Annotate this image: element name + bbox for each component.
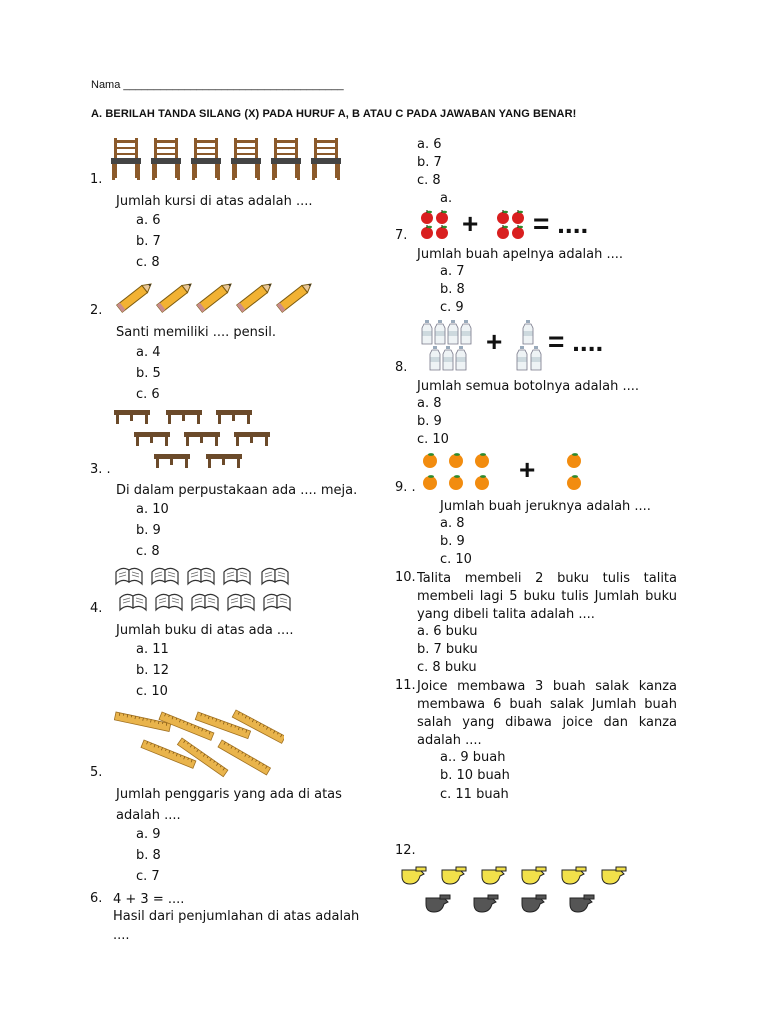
orange-icons-left <box>420 452 500 492</box>
q6-text-line1: Hasil dari penjumlahan di atas adalah <box>113 909 360 924</box>
q8-text: Jumlah semua botolnya adalah .... <box>417 379 640 394</box>
q7-text: Jumlah buah apelnya adalah .... <box>417 247 624 262</box>
q11-text: Joice membawa 3 buah salak kanza membawa 6 buah salak Jumlah buah salah yang dibawa joice dan kanza adalah .... <box>417 679 677 748</box>
q7-equals: = .... <box>533 208 589 239</box>
q5-option-a[interactable]: a. 9 <box>136 827 161 842</box>
q7-option-c[interactable]: c. 9 <box>440 300 464 315</box>
q3-option-b[interactable]: b. 9 <box>136 523 161 538</box>
q6-option-extra[interactable]: a. <box>440 191 453 206</box>
q11-number: 11. <box>395 678 416 693</box>
q8-option-b[interactable]: b. 9 <box>417 414 442 429</box>
q6-text-line2: .... <box>113 928 130 943</box>
q5-text-line2: adalah .... <box>116 808 181 823</box>
q1-option-c[interactable]: c. 8 <box>136 255 160 270</box>
instruction-heading: A. BERILAH TANDA SILANG (X) PADA HURUF A, B ATAU C PADA JAWABAN YANG BENAR! <box>91 108 577 120</box>
q9-number: 9. . <box>395 480 416 495</box>
q6-number: 6. <box>90 891 103 906</box>
q2-option-a[interactable]: a. 4 <box>136 345 161 360</box>
q9-option-c[interactable]: c. 10 <box>440 552 472 567</box>
plus-icon: + <box>462 208 479 239</box>
q6-option-c[interactable]: c. 8 <box>417 173 441 188</box>
q8-number: 8. <box>395 360 408 375</box>
q11-option-a[interactable]: a.. 9 buah <box>440 750 506 765</box>
plus-icon: + <box>486 326 503 357</box>
pencil-icons <box>114 278 324 318</box>
q3-number: 3. . <box>90 462 111 477</box>
q4-option-a[interactable]: a. 11 <box>136 642 169 657</box>
q9-text: Jumlah buah jeruknya adalah .... <box>440 499 651 514</box>
q2-number: 2. <box>90 303 103 318</box>
q10-option-b[interactable]: b. 7 buku <box>417 642 478 657</box>
q7-number: 7. <box>395 228 408 243</box>
q2-option-b[interactable]: b. 5 <box>136 366 161 381</box>
q8-option-c[interactable]: c. 10 <box>417 432 449 447</box>
q2-option-c[interactable]: c. 6 <box>136 387 160 402</box>
q12-number: 12. <box>395 843 416 858</box>
q10-option-c[interactable]: c. 8 buku <box>417 660 477 675</box>
q8-equals: = .... <box>548 326 604 357</box>
q4-option-c[interactable]: c. 10 <box>136 684 168 699</box>
table-icons <box>112 410 282 478</box>
q3-option-c[interactable]: c. 8 <box>136 544 160 559</box>
q9-option-b[interactable]: b. 9 <box>440 534 465 549</box>
q5-number: 5. <box>90 765 103 780</box>
q6-expression: 4 + 3 = .... <box>113 892 185 907</box>
apple-icons-right <box>496 210 528 240</box>
q6-option-a[interactable]: a. 6 <box>417 137 442 152</box>
q11-option-c[interactable]: c. 11 buah <box>440 787 509 802</box>
q1-option-b[interactable]: b. 7 <box>136 234 161 249</box>
q5-option-b[interactable]: b. 8 <box>136 848 161 863</box>
q1-text: Jumlah kursi di atas adalah .... <box>116 194 313 209</box>
q6-option-b[interactable]: b. 7 <box>417 155 442 170</box>
bottle-icons-left <box>420 318 478 372</box>
q7-option-a[interactable]: a. 7 <box>440 264 465 279</box>
q4-number: 4. <box>90 601 103 616</box>
q5-text-line1: Jumlah penggaris yang ada di atas <box>116 787 342 802</box>
q4-option-b[interactable]: b. 12 <box>136 663 170 678</box>
book-icons <box>114 566 304 616</box>
q10-option-a[interactable]: a. 6 buku <box>417 624 478 639</box>
ruler-icons <box>114 706 284 786</box>
q8-option-a[interactable]: a. 8 <box>417 396 442 411</box>
q1-option-a[interactable]: a. 6 <box>136 213 161 228</box>
orange-icons-right <box>564 452 586 492</box>
q1-number: 1. <box>90 172 103 187</box>
q3-option-a[interactable]: a. 10 <box>136 502 169 517</box>
q9-option-a[interactable]: a. 8 <box>440 516 465 531</box>
q5-option-c[interactable]: c. 7 <box>136 869 160 884</box>
q10-number: 10. <box>395 570 416 585</box>
q7-option-b[interactable]: b. 8 <box>440 282 465 297</box>
name-field-label: Nama ____________________________________ <box>91 79 344 91</box>
q4-text: Jumlah buku di atas ada .... <box>116 623 294 638</box>
bottle-icons-right <box>513 318 545 372</box>
plus-icon: + <box>519 454 536 485</box>
q3-text: Di dalam perpustakaan ada .... meja. <box>116 483 358 498</box>
q10-text: Talita membeli 2 buku tulis talita membeli lagi 5 buku tulis Jumlah buku yang dibeli talita adalah .... <box>417 571 677 622</box>
q2-text: Santi memiliki .... pensil. <box>116 325 277 340</box>
q11-option-b[interactable]: b. 10 buah <box>440 768 510 783</box>
apple-icons-left <box>420 210 452 240</box>
chair-icons <box>110 138 350 184</box>
whistle-icons <box>396 864 632 918</box>
